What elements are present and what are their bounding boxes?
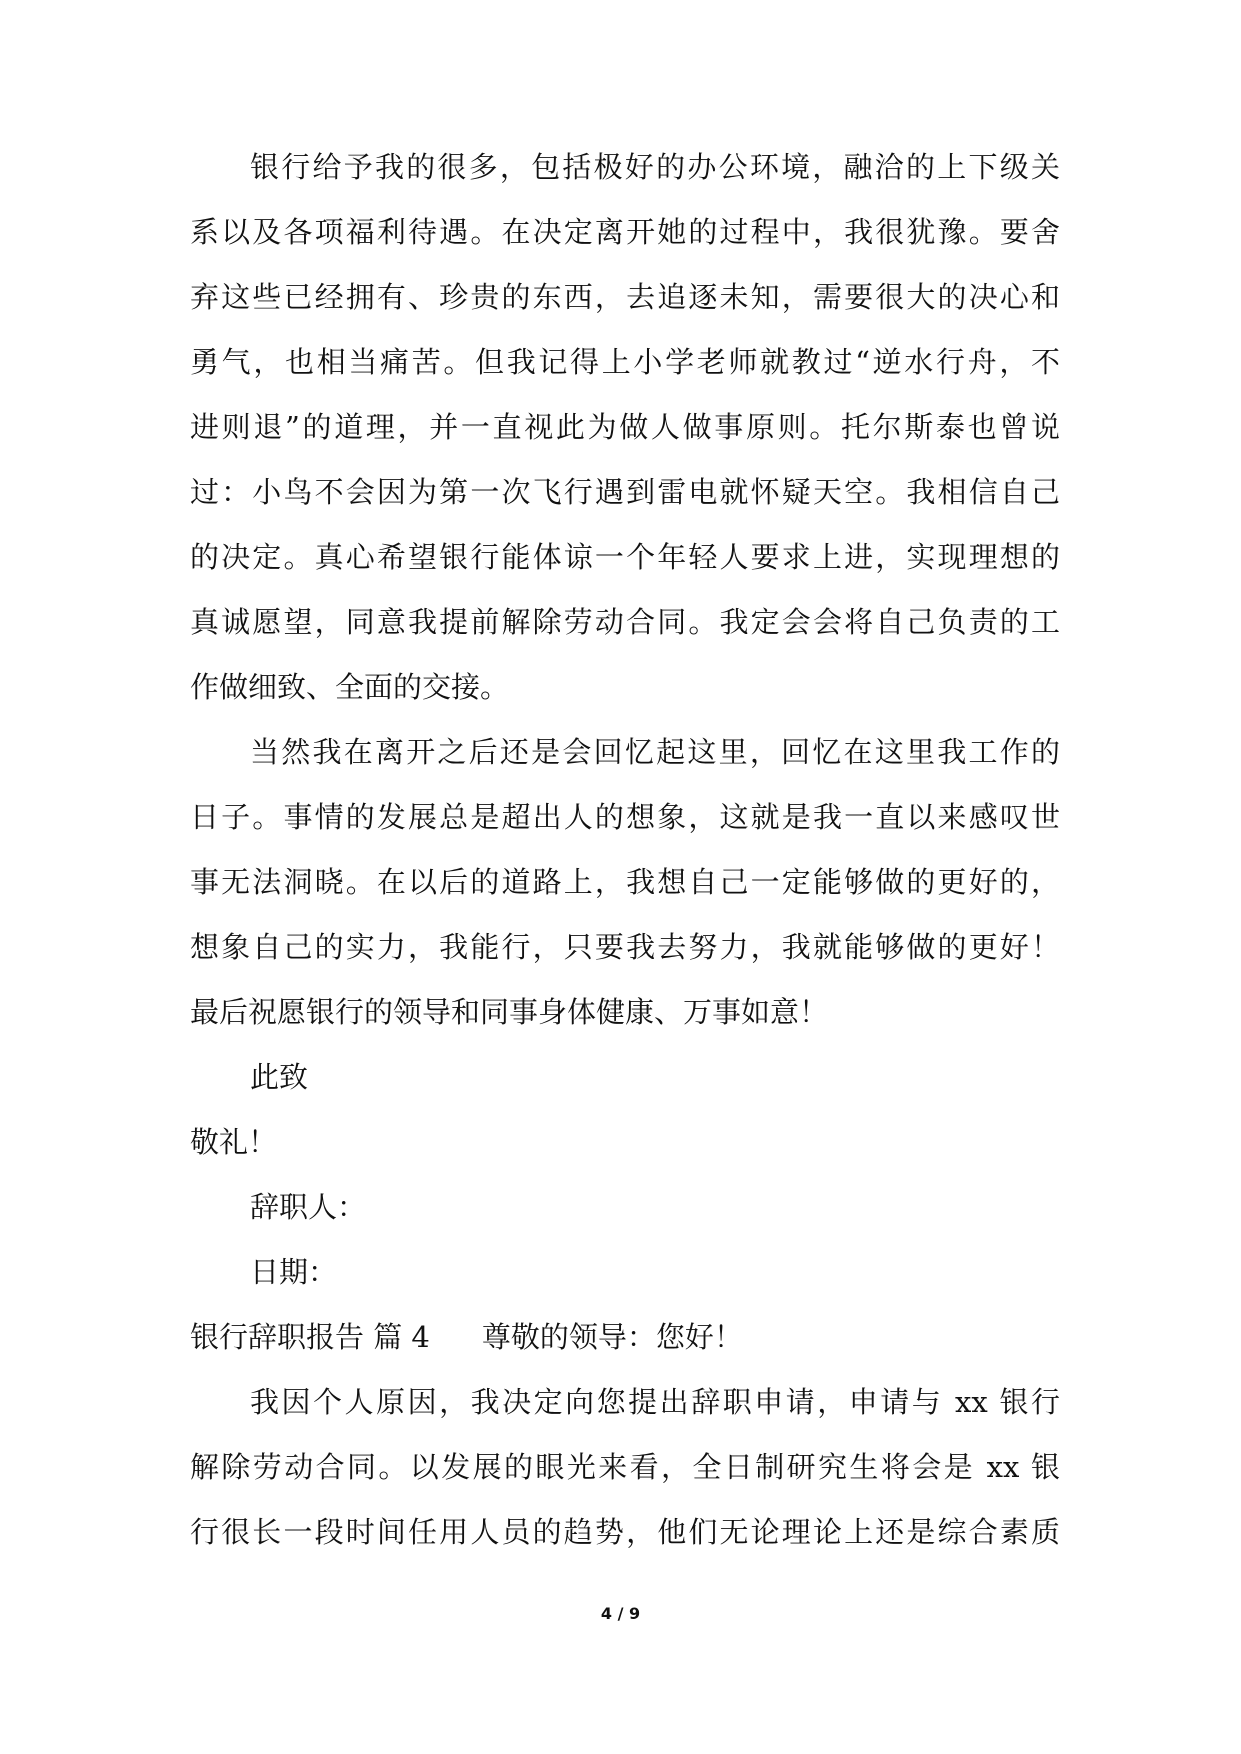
paragraph-line: 事无法洞晓。在以后的道路上，我想自己一定能够做的更好的， xyxy=(190,865,1060,899)
paragraph-line: 过：小鸟不会因为第一次飞行遇到雷电就怀疑天空。我相信自己 xyxy=(190,475,1060,509)
section-title: 银行辞职报告 篇 4 xyxy=(190,1320,430,1354)
paragraph-line: 我因个人原因，我决定向您提出辞职申请，申请与 xx 银行 xyxy=(250,1385,1060,1419)
paragraph-line: 行很长一段时间任用人员的趋势，他们无论理论上还是综合素质 xyxy=(190,1515,1060,1549)
regards: 敬礼！ xyxy=(190,1125,278,1159)
paragraph-line: 当然我在离开之后还是会回忆起这里，回忆在这里我工作的 xyxy=(250,735,1060,769)
paragraph-line: 银行给予我的很多，包括极好的办公环境，融洽的上下级关 xyxy=(250,150,1060,184)
paragraph-line: 真诚愿望，同意我提前解除劳动合同。我定会会将自己负责的工 xyxy=(190,605,1060,639)
greeting: 尊敬的领导：您好！ xyxy=(481,1320,743,1354)
paragraph-line: 进则退”的道理，并一直视此为做人做事原则。托尔斯泰也曾说 xyxy=(190,410,1060,444)
paragraph-line: 想象自己的实力，我能行，只要我去努力，我就能够做的更好！ xyxy=(190,930,1060,964)
paragraph-line: 弃这些已经拥有、珍贵的东西，去追逐未知，需要很大的决心和 xyxy=(190,280,1060,314)
date-label: 日期： xyxy=(250,1255,338,1289)
page-number: 4 / 9 xyxy=(600,1604,641,1623)
paragraph-line: 作做细致、全面的交接。 xyxy=(190,670,510,704)
paragraph-line: 勇气，也相当痛苦。但我记得上小学老师就教过“逆水行舟，不 xyxy=(190,345,1060,379)
paragraph-line: 解除劳动合同。以发展的眼光来看，全日制研究生将会是 xx 银 xyxy=(190,1450,1060,1484)
salutation: 此致 xyxy=(250,1060,309,1094)
resigner-label: 辞职人： xyxy=(250,1190,367,1224)
paragraph-line: 最后祝愿银行的领导和同事身体健康、万事如意！ xyxy=(190,995,829,1029)
paragraph-line: 日子。事情的发展总是超出人的想象，这就是我一直以来感叹世 xyxy=(190,800,1060,834)
paragraph-line: 的决定。真心希望银行能体谅一个年轻人要求上进，实现理想的 xyxy=(190,540,1060,574)
section-heading xyxy=(190,1317,1060,1357)
paragraph-line: 系以及各项福利待遇。在决定离开她的过程中，我很犹豫。要舍 xyxy=(190,215,1060,249)
